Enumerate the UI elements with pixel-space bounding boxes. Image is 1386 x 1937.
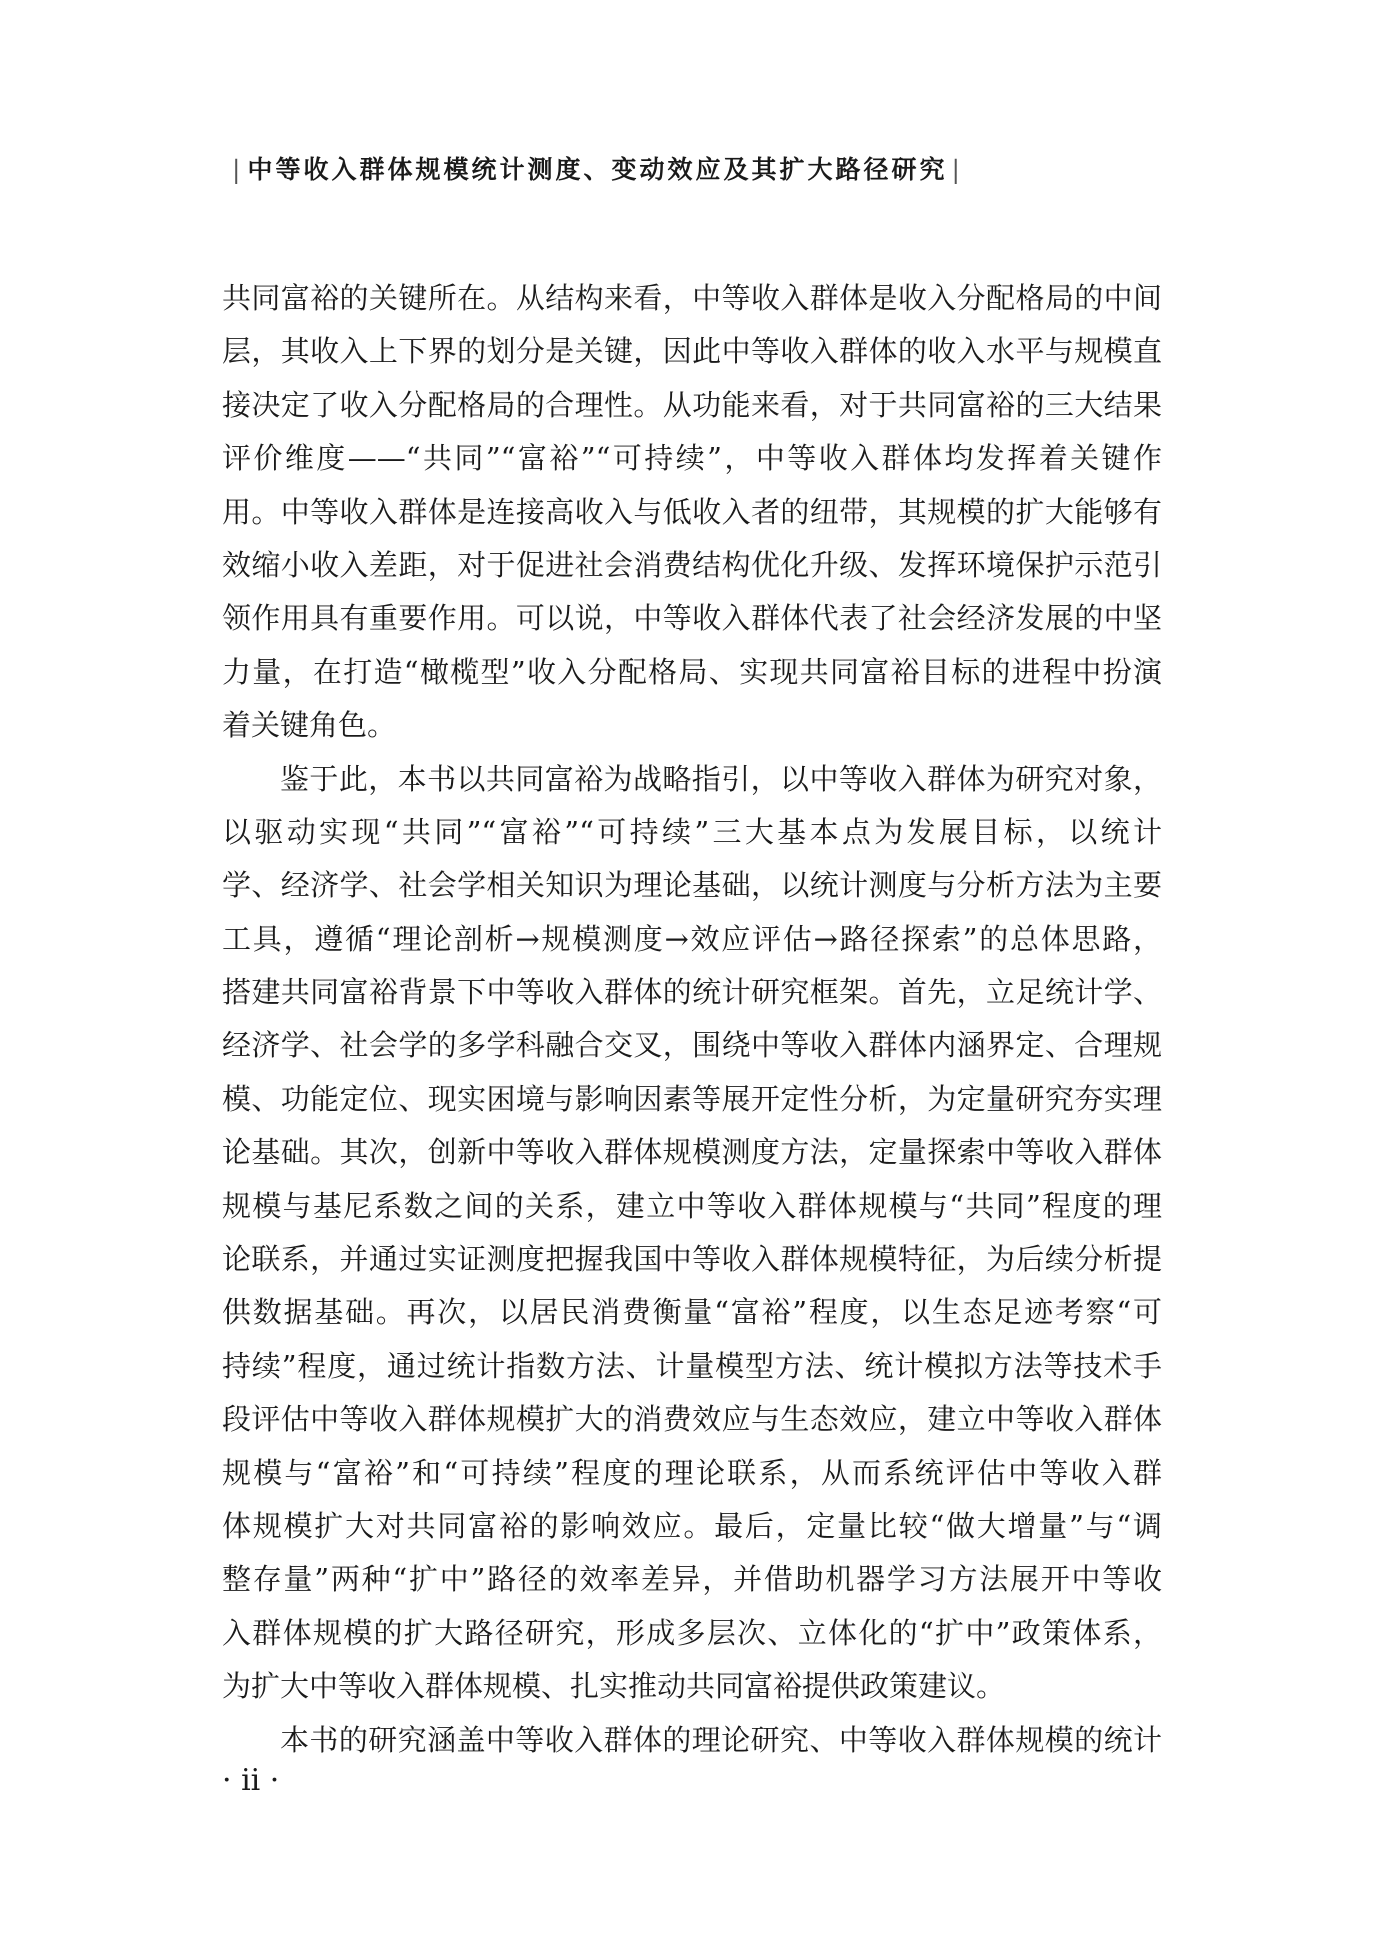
text-line: 本书的研究涵盖中等收入群体的理论研究、中等收入群体规模的统计 bbox=[280, 1722, 1162, 1757]
text-line: 层，其收入上下界的划分是关键，因此中等收入群体的收入水平与规模直 bbox=[222, 334, 1162, 369]
text-line: 规模与基尼系数之间的关系，建立中等收入群体规模与“共同”程度的理 bbox=[222, 1188, 1162, 1223]
running-header bbox=[228, 150, 963, 186]
text-line: 评价维度——“共同”“富裕”“可持续”，中等收入群体均发挥着关键作 bbox=[222, 441, 1162, 476]
page-number: · ii · bbox=[222, 1763, 280, 1798]
header-right-bar: | bbox=[951, 155, 963, 184]
text-line: 论联系，并通过实证测度把握我国中等收入群体规模特征，为后续分析提 bbox=[222, 1242, 1162, 1277]
text-line: 论基础。其次，创新中等收入群体规模测度方法，定量探索中等收入群体 bbox=[222, 1135, 1162, 1170]
text-line: 用。中等收入群体是连接高收入与低收入者的纽带，其规模的扩大能够有 bbox=[222, 494, 1162, 529]
text-line: 供数据基础。再次，以居民消费衡量“富裕”程度，以生态足迹考察“可 bbox=[222, 1295, 1162, 1330]
text-line: 规模与“富裕”和“可持续”程度的理论联系，从而系统评估中等收入群 bbox=[222, 1455, 1162, 1490]
text-line: 持续”程度，通过统计指数方法、计量模型方法、统计模拟方法等技术手 bbox=[222, 1348, 1162, 1383]
paragraph-3 bbox=[222, 1714, 1162, 1767]
text-line: 力量，在打造“橄榄型”收入分配格局、实现共同富裕目标的进程中扮演 bbox=[222, 654, 1162, 689]
paragraph-2 bbox=[222, 753, 1162, 1714]
paragraph-1 bbox=[222, 272, 1162, 753]
text-line: 共同富裕的关键所在。从结构来看，中等收入群体是收入分配格局的中间 bbox=[222, 281, 1162, 315]
text-line: 体规模扩大对共同富裕的影响效应。最后，定量比较“做大增量”与“调 bbox=[222, 1508, 1162, 1543]
text-line: 为扩大中等收入群体规模、扎实推动共同富裕提供政策建议。 bbox=[222, 1669, 1006, 1704]
text-line: 学、经济学、社会学相关知识为理论基础，以统计测度与分析方法为主要 bbox=[222, 868, 1162, 903]
text-line: 入群体规模的扩大路径研究，形成多层次、立体化的“扩中”政策体系， bbox=[222, 1615, 1162, 1650]
text-line: 着关键角色。 bbox=[222, 708, 397, 743]
text-line: 效缩小收入差距，对于促进社会消费结构优化升级、发挥环境保护示范引 bbox=[222, 547, 1162, 582]
text-line: 整存量”两种“扩中”路径的效率差异，并借助机器学习方法展开中等收 bbox=[222, 1562, 1162, 1597]
text-line: 鉴于此，本书以共同富裕为战略指引，以中等收入群体为研究对象， bbox=[280, 761, 1162, 796]
text-line: 段评估中等收入群体规模扩大的消费效应与生态效应，建立中等收入群体 bbox=[222, 1402, 1162, 1437]
book-title: 中等收入群体规模统计测度、变动效应及其扩大路径研究 bbox=[247, 155, 948, 184]
text-line: 以驱动实现“共同”“富裕”“可持续”三大基本点为发展目标，以统计 bbox=[222, 814, 1162, 849]
text-line: 搭建共同富裕背景下中等收入群体的统计研究框架。首先，立足统计学、 bbox=[222, 975, 1162, 1010]
body-text bbox=[222, 272, 1162, 1767]
text-line: 工具，遵循“理论剖析→规模测度→效应评估→路径探索”的总体思路， bbox=[222, 921, 1162, 956]
text-line: 模、功能定位、现实困境与影响因素等展开定性分析，为定量研究夯实理 bbox=[222, 1081, 1162, 1116]
text-line: 经济学、社会学的多学科融合交叉，围绕中等收入群体内涵界定、合理规 bbox=[222, 1028, 1162, 1063]
header-left-bar: | bbox=[232, 155, 244, 184]
text-line: 领作用具有重要作用。可以说，中等收入群体代表了社会经济发展的中坚 bbox=[222, 601, 1162, 636]
text-line: 接决定了收入分配格局的合理性。从功能来看，对于共同富裕的三大结果 bbox=[222, 387, 1162, 422]
